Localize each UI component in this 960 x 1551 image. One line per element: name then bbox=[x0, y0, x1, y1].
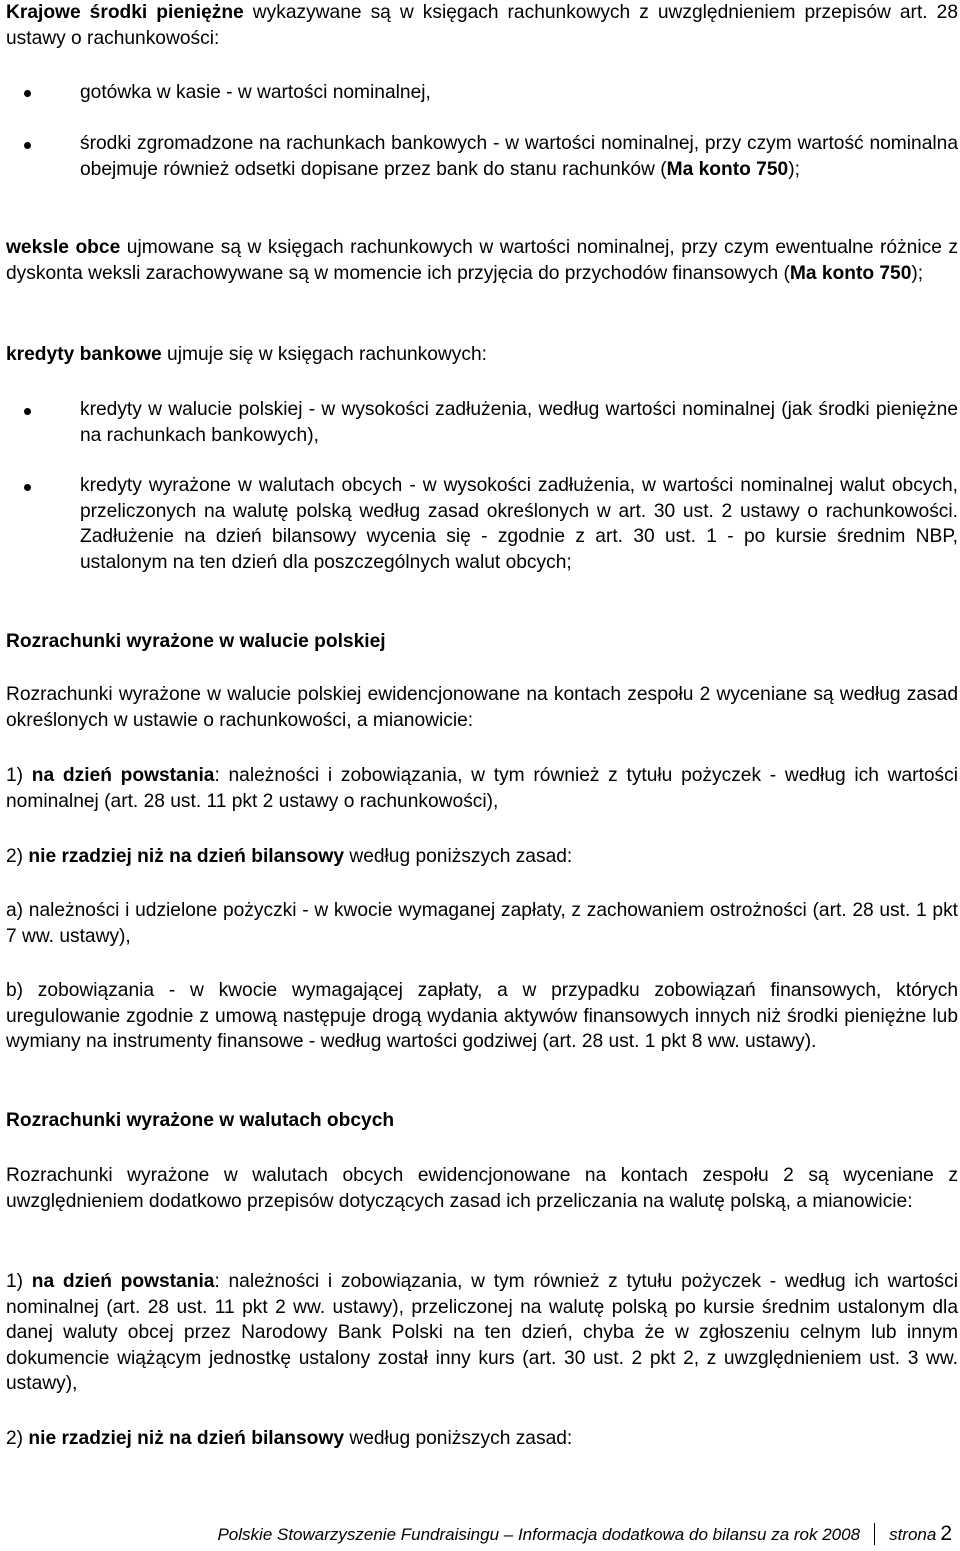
page-number: 2 bbox=[940, 1522, 952, 1545]
pln-point-a: a) należności i udzielone pożyczki - w kwocie wymaganej zapłaty, z zachowaniem ostrożności (art. 28 ust. 1 pkt 7 ww. ustawy), bbox=[6, 900, 958, 947]
page-footer bbox=[217, 1523, 952, 1546]
bullet-icon bbox=[24, 408, 31, 415]
footer-page-label: strona bbox=[889, 1525, 937, 1544]
bills-bold-2: Ma konto 750 bbox=[789, 262, 912, 284]
section-heading-pln: Rozrachunki wyrażone w walucie polskiej bbox=[6, 631, 386, 652]
bills-bold: weksle obce bbox=[6, 237, 121, 258]
intro-bold: Krajowe środki pieniężne bbox=[6, 2, 244, 23]
footer-text: Polskie Stowarzyszenie Fundraisingu – Informacja dodatkowa do bilansu za rok 2008 bbox=[217, 1525, 861, 1544]
bank-funds-text: środki zgromadzone na rachunkach bankowych - w wartości nominalnej, przy czym wartość nominalna obejmuje również odsetki dopisane przez bank do stanu rachunków ( bbox=[80, 133, 958, 180]
intro-paragraph bbox=[6, 0, 958, 51]
fx-intro: Rozrachunki wyrażone w walutach obcych ewidencjonowane na kontach zespołu 2 są wyceniane z uwzględnieniem dodatkowo przepisów dotyczących zasad ich przeliczania na walutę polską, a mianowicie: bbox=[6, 1165, 958, 1212]
section-heading-fx: Rozrachunki wyrażone w walutach obcych bbox=[6, 1110, 395, 1131]
pln-point-b: b) zobowiązania - w kwocie wymagającej zapłaty, a w przypadku zobowiązań finansowych, których uregulowanie zgodnie z umową następuje drogą wydania aktywów finansowych innych niż środki pieniężne lub wymiany na instrumenty finansowe - według wartości godziwej (art. 28 ust. 1 pkt 8 ww. ustawy). bbox=[6, 980, 958, 1052]
bank-funds-tail: ); bbox=[788, 158, 800, 180]
credits-paragraph bbox=[6, 342, 958, 368]
pln-point-1: 1) na dzień powstania: należności i zobowiązania, w tym również z tytułu pożyczek - według ich wartości nominalnej (art. 28 ust. 11 pkt 2 ustawy o rachunkowości), bbox=[6, 765, 958, 812]
list-item-credit-fx: kredyty wyrażone w walutach obcych - w wysokości zadłużenia, w wartości nominalnej walut obcych, przeliczonych na walutę polską według zasad określonych w art. 30 ust. 2 ustawy o rachunkowości. Zadłużenie na dzień bilansowy wycenia się - zgodnie z art. 30 ust. 1 - po kursie średnim NBP, ustalonym na ten dzień dla poszczególnych walut obcych; bbox=[80, 475, 958, 573]
list-item-bank-funds bbox=[80, 131, 958, 182]
list-item-cash: gotówka w kasie - w wartości nominalnej, bbox=[80, 82, 431, 103]
credits-bold: kredyty bankowe bbox=[6, 344, 162, 365]
bullet-icon bbox=[24, 484, 31, 491]
bullet-icon bbox=[24, 142, 31, 149]
bank-funds-bold: Ma konto 750 bbox=[666, 158, 789, 180]
pln-point-2: 2) nie rzadziej niż na dzień bilansowy według poniższych zasad: bbox=[6, 846, 573, 867]
credits-text: ujmuje się w księgach rachunkowych: bbox=[161, 344, 487, 365]
list-item-credit-pln: kredyty w walucie polskiej - w wysokości zadłużenia, według wartości nominalnej (jak środki pieniężne na rachunkach bankowych), bbox=[80, 399, 958, 446]
fx-point-1: 1) na dzień powstania: należności i zobowiązania, w tym również z tytułu pożyczek - według ich wartości nominalnej (art. 28 ust. 11 pkt 2 ww. ustawy), przeliczonej na walutę polską po kursie średnim ustalonym dla danej waluty obcej przez Narodowy Bank Polski na ten dzień, chyba że w zgłoszeniu celnym lub innym dokumencie wiążącym jednostkę ustalony został inny kurs (art. 30 ust. 2 pkt 2, z uwzględnieniem ust. 3 ww. ustawy), bbox=[6, 1271, 958, 1394]
bills-paragraph bbox=[6, 235, 958, 286]
fx-point-2: 2) nie rzadziej niż na dzień bilansowy według poniższych zasad: bbox=[6, 1428, 573, 1449]
bills-text: ujmowane są w księgach rachunkowych w wartości nominalnej, przy czym ewentualne różnice z dyskonta weksli zarachowywane są w momencie ich przyjęcia do przychodów finansowych ( bbox=[6, 237, 958, 284]
bills-tail: ); bbox=[911, 262, 924, 284]
pln-intro: Rozrachunki wyrażone w walucie polskiej ewidencjonowane na kontach zespołu 2 wyceniane są według zasad określonych w ustawie o rachunkowości, a mianowicie: bbox=[6, 684, 958, 731]
intro-text: wykazywane są w księgach rachunkowych z uwzględnieniem przepisów art. 28 ustawy o rachunkowości: bbox=[6, 2, 958, 49]
bullet-icon bbox=[24, 90, 31, 97]
footer-divider bbox=[874, 1523, 875, 1545]
